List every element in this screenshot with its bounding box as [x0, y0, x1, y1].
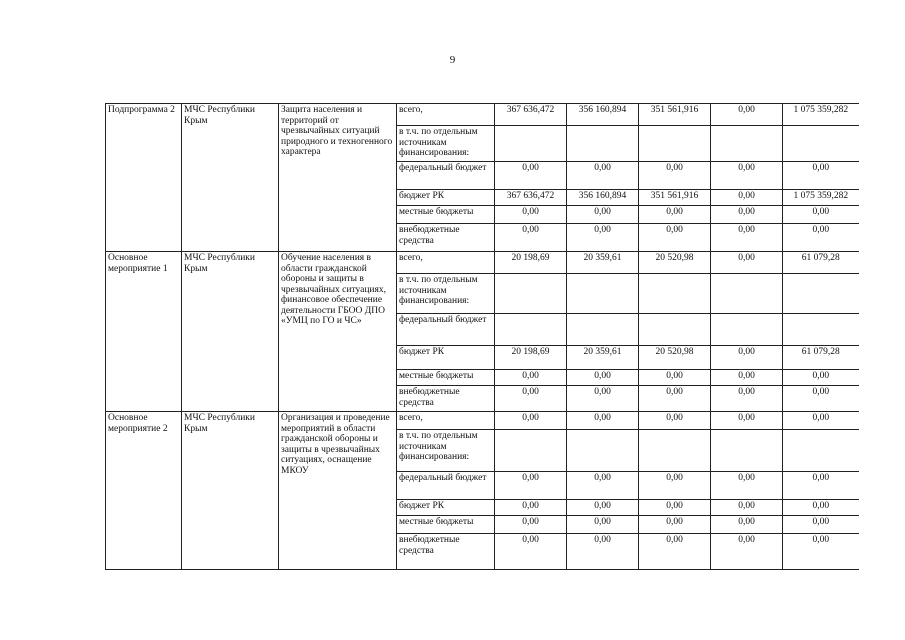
amount-cell: 20 198,69	[495, 252, 567, 274]
amount-cell: 0,00	[567, 500, 639, 516]
amount-cell: 0,00	[783, 370, 859, 386]
funding-source-cell: федеральный бюджет	[397, 314, 495, 346]
amount-cell: 367 636,472	[495, 104, 567, 126]
amount-cell: 20 359,61	[567, 346, 639, 370]
amount-cell: 351 561,916	[639, 104, 711, 126]
amount-cell: 0,00	[711, 412, 783, 430]
amount-cell: 61 079,28	[783, 346, 859, 370]
amount-cell	[783, 314, 859, 346]
funding-source-cell: федеральный бюджет	[397, 162, 495, 190]
funding-source-cell: всего,	[397, 412, 495, 430]
amount-cell	[639, 274, 711, 314]
amount-cell: 20 520,98	[639, 346, 711, 370]
amount-cell: 0,00	[495, 370, 567, 386]
amount-cell	[495, 126, 567, 162]
funding-source-cell: всего,	[397, 104, 495, 126]
name-cell: Организация и проведение мероприятий в области гражданской обороны и защиты в чрезвычайных ситуациях, оснащение МКОУ	[279, 412, 397, 570]
amount-cell: 1 075 359,282	[783, 104, 859, 126]
amount-cell	[711, 314, 783, 346]
program-cell: Основное мероприятие 1	[106, 252, 182, 412]
amount-cell: 0,00	[495, 206, 567, 224]
amount-cell: 0,00	[495, 516, 567, 534]
amount-cell: 0,00	[567, 386, 639, 412]
amount-cell: 0,00	[639, 472, 711, 500]
amount-cell: 20 359,61	[567, 252, 639, 274]
amount-cell: 20 198,69	[495, 346, 567, 370]
amount-cell: 0,00	[711, 104, 783, 126]
funding-source-cell: в т.ч. по отдельным источникам финансирования:	[397, 126, 495, 162]
funding-source-cell: внебюджетные средства	[397, 224, 495, 252]
amount-cell	[567, 430, 639, 472]
amount-cell: 0,00	[711, 500, 783, 516]
amount-cell: 0,00	[567, 516, 639, 534]
table-row	[106, 104, 859, 126]
amount-cell: 0,00	[639, 224, 711, 252]
name-cell: Защита населения и территорий от чрезвычайных ситуаций природного и техногенного характера	[279, 104, 397, 252]
amount-cell: 0,00	[711, 346, 783, 370]
amount-cell: 0,00	[639, 534, 711, 570]
amount-cell: 0,00	[567, 412, 639, 430]
amount-cell: 0,00	[567, 534, 639, 570]
amount-cell: 0,00	[711, 224, 783, 252]
amount-cell: 0,00	[639, 500, 711, 516]
funding-source-cell: местные бюджеты	[397, 516, 495, 534]
amount-cell: 0,00	[495, 472, 567, 500]
amount-cell	[711, 430, 783, 472]
funding-source-cell: местные бюджеты	[397, 370, 495, 386]
amount-cell: 0,00	[495, 412, 567, 430]
amount-cell	[639, 314, 711, 346]
funding-source-cell: бюджет РК	[397, 346, 495, 370]
funding-source-cell: внебюджетные средства	[397, 386, 495, 412]
amount-cell: 0,00	[639, 162, 711, 190]
amount-cell	[783, 126, 859, 162]
table-row	[106, 252, 859, 274]
amount-cell: 0,00	[711, 252, 783, 274]
amount-cell	[639, 126, 711, 162]
amount-cell: 351 561,916	[639, 190, 711, 206]
funding-source-cell: бюджет РК	[397, 500, 495, 516]
amount-cell: 0,00	[783, 534, 859, 570]
responsible-cell: МЧС Республики Крым	[182, 412, 279, 570]
amount-cell: 0,00	[567, 224, 639, 252]
amount-cell: 0,00	[639, 370, 711, 386]
amount-cell: 0,00	[639, 386, 711, 412]
amount-cell: 356 160,894	[567, 190, 639, 206]
amount-cell: 0,00	[711, 534, 783, 570]
amount-cell: 0,00	[783, 386, 859, 412]
amount-cell: 0,00	[711, 472, 783, 500]
amount-cell: 0,00	[711, 162, 783, 190]
amount-cell	[639, 430, 711, 472]
amount-cell: 0,00	[783, 500, 859, 516]
amount-cell: 356 160,894	[567, 104, 639, 126]
page-number: 9	[449, 54, 456, 66]
amount-cell	[783, 430, 859, 472]
amount-cell: 0,00	[495, 386, 567, 412]
amount-cell: 0,00	[783, 516, 859, 534]
amount-cell	[495, 274, 567, 314]
table-row	[106, 412, 859, 430]
financing-table	[105, 103, 859, 570]
amount-cell	[711, 126, 783, 162]
program-cell: Основное мероприятие 2	[106, 412, 182, 570]
amount-cell: 0,00	[639, 516, 711, 534]
amount-cell: 0,00	[783, 206, 859, 224]
amount-cell	[567, 314, 639, 346]
funding-source-cell: внебюджетные средства	[397, 534, 495, 570]
amount-cell: 0,00	[711, 190, 783, 206]
amount-cell: 0,00	[783, 412, 859, 430]
amount-cell	[711, 274, 783, 314]
amount-cell: 0,00	[639, 412, 711, 430]
amount-cell: 367 636,472	[495, 190, 567, 206]
funding-source-cell: всего,	[397, 252, 495, 274]
amount-cell	[567, 274, 639, 314]
amount-cell	[495, 430, 567, 472]
amount-cell: 0,00	[567, 472, 639, 500]
amount-cell: 0,00	[783, 472, 859, 500]
funding-source-cell: в т.ч. по отдельным источникам финансирования:	[397, 274, 495, 314]
amount-cell: 0,00	[783, 224, 859, 252]
amount-cell: 0,00	[783, 162, 859, 190]
funding-source-cell: в т.ч. по отдельным источникам финансирования:	[397, 430, 495, 472]
funding-source-cell: бюджет РК	[397, 190, 495, 206]
amount-cell: 0,00	[495, 500, 567, 516]
amount-cell	[495, 314, 567, 346]
amount-cell: 0,00	[711, 386, 783, 412]
amount-cell: 0,00	[567, 162, 639, 190]
amount-cell	[567, 126, 639, 162]
amount-cell: 0,00	[495, 534, 567, 570]
amount-cell: 0,00	[711, 370, 783, 386]
funding-source-cell: федеральный бюджет	[397, 472, 495, 500]
responsible-cell: МЧС Республики Крым	[182, 252, 279, 412]
amount-cell: 0,00	[711, 206, 783, 224]
amount-cell: 0,00	[495, 224, 567, 252]
program-cell: Подпрограмма 2	[106, 104, 182, 252]
amount-cell: 0,00	[495, 162, 567, 190]
amount-cell: 0,00	[639, 206, 711, 224]
amount-cell: 0,00	[711, 516, 783, 534]
name-cell: Обучение населения в области гражданской обороны и защиты в чрезвычайных ситуациях, финансовое обеспечение деятельности ГБОО ДПО «УМЦ по ГО и ЧС»	[279, 252, 397, 412]
responsible-cell: МЧС Республики Крым	[182, 104, 279, 252]
amount-cell: 0,00	[567, 370, 639, 386]
amount-cell: 1 075 359,282	[783, 190, 859, 206]
amount-cell: 0,00	[567, 206, 639, 224]
table-body	[106, 104, 859, 570]
amount-cell	[783, 274, 859, 314]
funding-source-cell: местные бюджеты	[397, 206, 495, 224]
amount-cell: 20 520,98	[639, 252, 711, 274]
amount-cell: 61 079,28	[783, 252, 859, 274]
